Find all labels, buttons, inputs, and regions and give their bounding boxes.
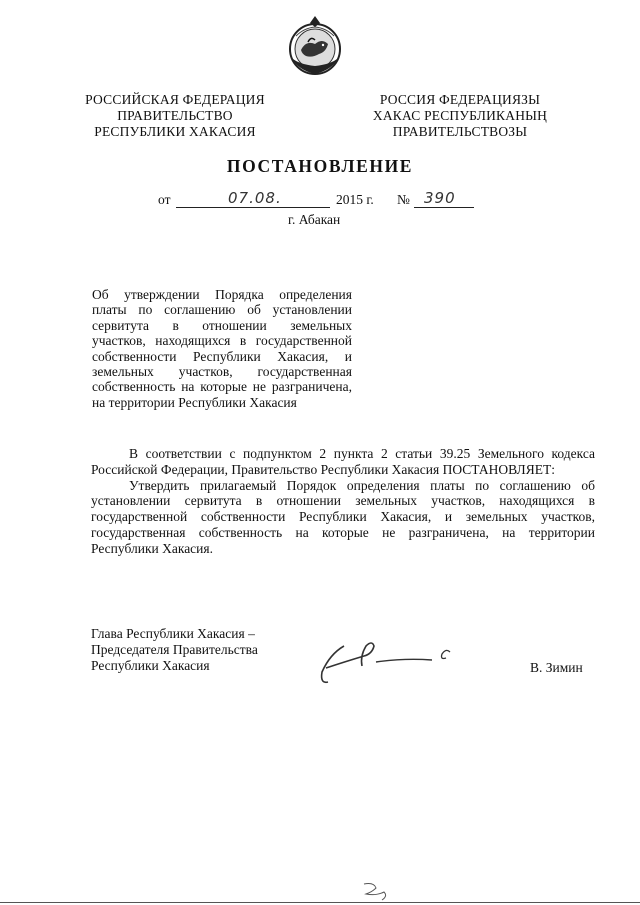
city-label: г. Абакан bbox=[288, 212, 341, 227]
scribble-mark-icon bbox=[360, 880, 392, 902]
year-label: 2015 г. bbox=[336, 192, 374, 207]
from-label: от bbox=[158, 192, 171, 207]
header-left-line: ПРАВИТЕЛЬСТВО bbox=[117, 108, 233, 123]
document-title: ПОСТАНОВЛЕНИЕ bbox=[226, 156, 414, 176]
number-label: № bbox=[397, 192, 410, 207]
subject-line: земельных участков, государственная bbox=[92, 364, 352, 380]
header-right-line: ПРАВИТЕЛЬСТВОЗЫ bbox=[392, 124, 528, 139]
body-paragraph: Утвердить прилагаемый Порядок определения платы по соглашению об установлении сервитута в отношении земельных участков, находящихся в государственной собственности Республики Хакасия, и земельных участков, государственная собственность на которые не разграничена, на территории Республики Хакасия. bbox=[91, 477, 595, 556]
subject-line: собственность на которые не разграничена, bbox=[92, 379, 352, 395]
header-right-line: ХАКАС РЕСПУБЛИКАНЫҢ bbox=[372, 108, 548, 123]
subject-block bbox=[92, 287, 352, 410]
handwritten-signature bbox=[314, 632, 474, 690]
subject-line: Об утверждении Порядка определения bbox=[92, 287, 352, 302]
header-right bbox=[355, 92, 565, 140]
header-left-line: РОССИЙСКАЯ ФЕДЕРАЦИЯ bbox=[85, 92, 265, 107]
page-bottom-edge bbox=[0, 902, 640, 903]
signatory-position bbox=[91, 626, 258, 675]
number-underline bbox=[414, 207, 474, 208]
date-underline bbox=[176, 207, 330, 208]
subject-line: сервитута в отношении земельных bbox=[92, 317, 352, 333]
header-right-line: РОССИЯ ФЕДЕРАЦИЯЗЫ bbox=[379, 92, 541, 107]
date-number-row bbox=[0, 189, 640, 212]
header-left-line: РЕСПУБЛИКИ ХАКАСИЯ bbox=[94, 124, 256, 139]
subject-line: на территории Республики Хакасия bbox=[92, 394, 297, 410]
signatory-line: Глава Республики Хакасия – bbox=[91, 626, 255, 641]
body-paragraph: В соответствии с подпунктом 2 пункта 2 статьи 39.25 Земельного кодекса Российской Федерации, Правительство Республики Хакасия ПОСТАНОВЛЯЕТ: bbox=[91, 446, 595, 477]
body-text bbox=[91, 446, 595, 557]
coat-of-arms-icon bbox=[284, 14, 346, 78]
header-left bbox=[80, 92, 270, 140]
subject-line: собственности Республики Хакасия, и bbox=[92, 348, 352, 364]
signatory-line: Республики Хакасия bbox=[91, 658, 210, 674]
subject-line: участков, находящихся в государственной bbox=[92, 333, 352, 349]
signatory-name: В. Зимин bbox=[530, 660, 583, 675]
number-handwritten: 390 bbox=[424, 189, 456, 207]
signatory-line: Председателя Правительства bbox=[91, 642, 258, 658]
subject-line: платы по соглашению об установлении bbox=[92, 302, 352, 318]
date-handwritten: 07.08. bbox=[228, 189, 282, 207]
